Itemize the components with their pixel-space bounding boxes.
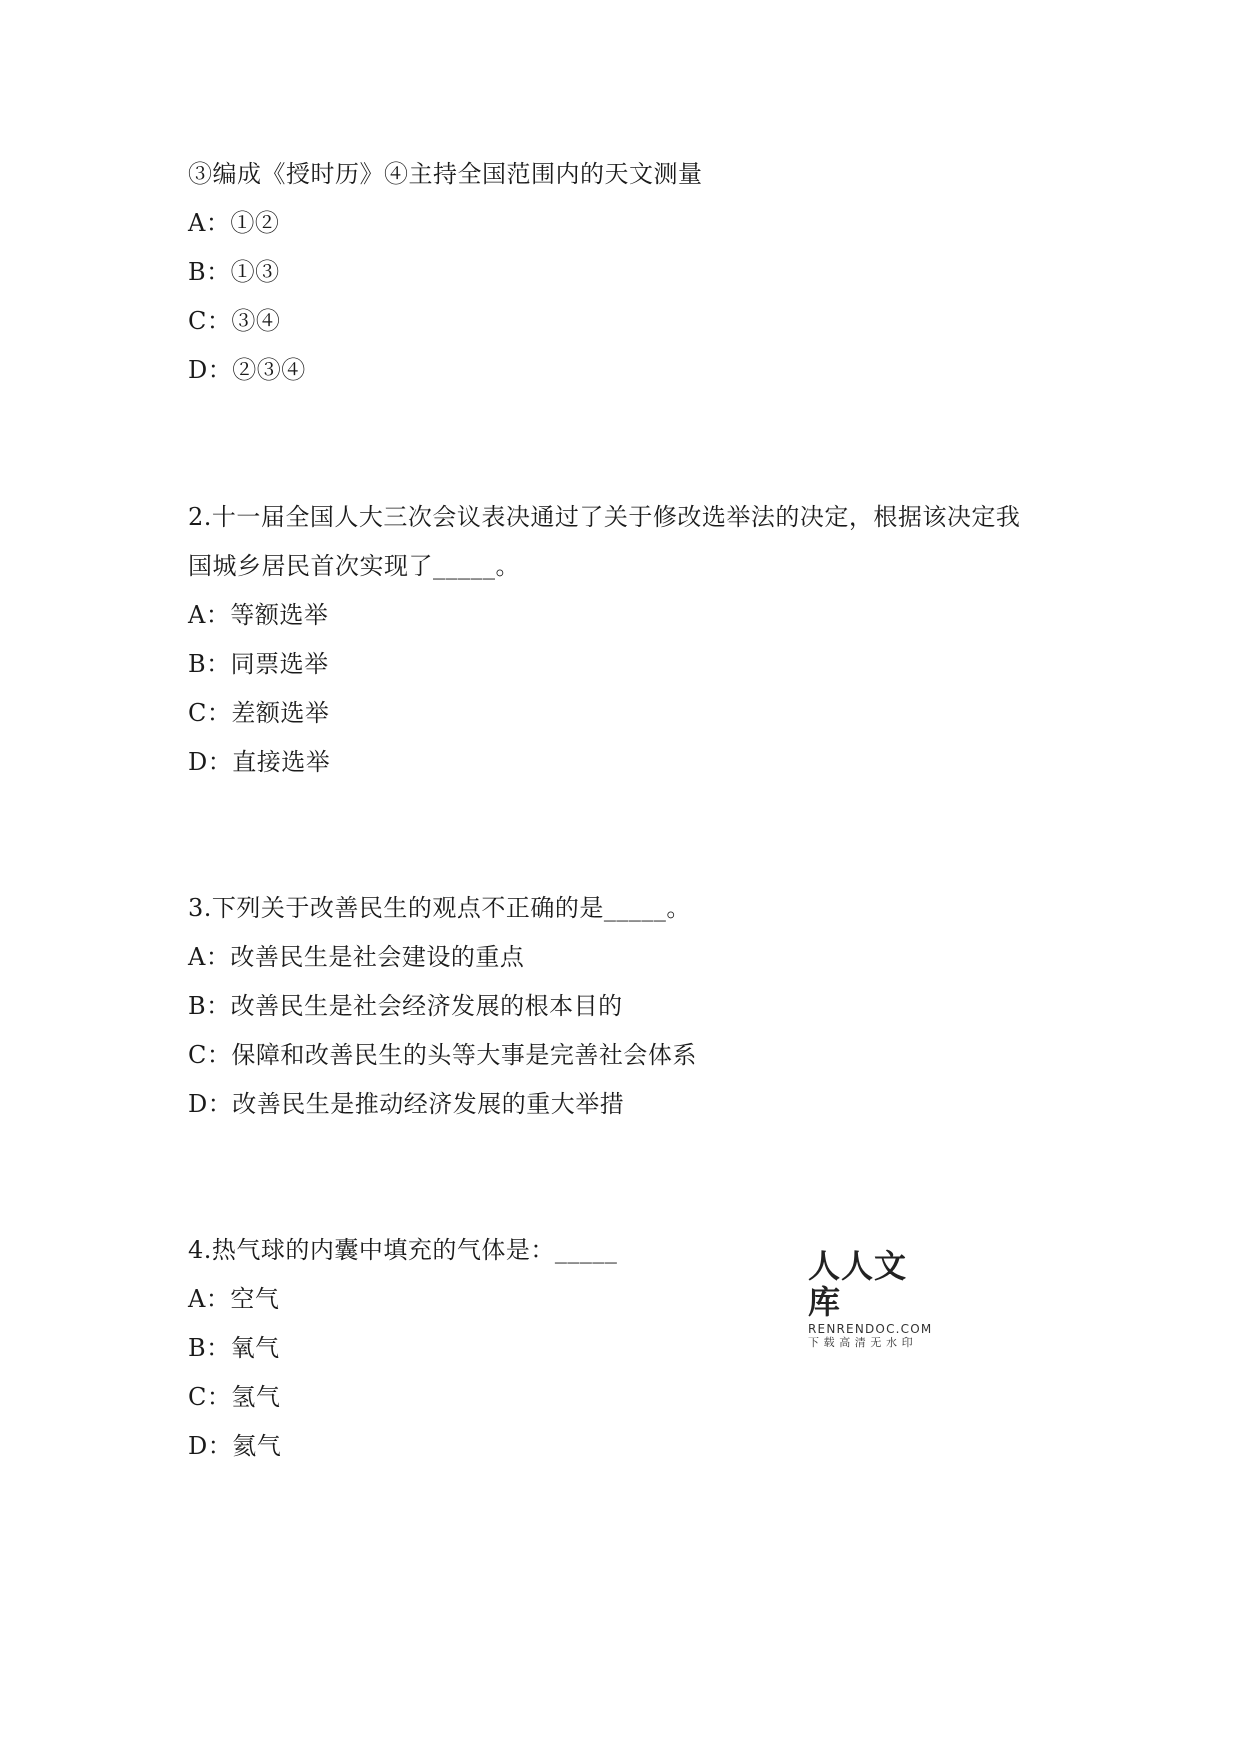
watermark-subtitle: 下载高清无水印 xyxy=(808,1336,918,1349)
question-1-option-b: B：①③ xyxy=(188,258,280,286)
question-3-stem: 3.下列关于改善民生的观点不正确的是_____。 xyxy=(188,894,691,922)
question-1-option-d: D：②③④ xyxy=(188,356,306,384)
question-2-option-a: A：等额选举 xyxy=(188,601,329,629)
watermark-url: RENRENDOC.COM xyxy=(808,1322,933,1336)
question-2-stem-line-1: 2.十一届全国人大三次会议表决通过了关于修改选举法的决定，根据该决定我 xyxy=(188,503,1021,531)
question-1-option-c: C：③④ xyxy=(188,307,281,335)
question-4-option-b: B：氧气 xyxy=(188,1334,280,1362)
question-2-option-d: D：直接选举 xyxy=(188,748,331,776)
question-2-stem-line-2: 国城乡居民首次实现了_____。 xyxy=(188,552,520,580)
question-4-option-d: D：氦气 xyxy=(188,1432,282,1460)
question-3-option-c: C：保障和改善民生的头等大事是完善社会体系 xyxy=(188,1041,697,1069)
question-1-option-a: A：①② xyxy=(188,209,280,237)
question-4-stem: 4.热气球的内囊中填充的气体是：_____ xyxy=(188,1236,618,1264)
renrendoc-watermark xyxy=(808,1248,938,1350)
question-3-option-a: A：改善民生是社会建设的重点 xyxy=(188,943,525,971)
question-1-stem-tail: ③编成《授时历》④主持全国范围内的天文测量 xyxy=(188,160,703,188)
question-4-option-a: A：空气 xyxy=(188,1285,280,1313)
question-3-option-d: D：改善民生是推动经济发展的重大举措 xyxy=(188,1090,625,1118)
question-4-option-c: C：氢气 xyxy=(188,1383,281,1411)
question-2-option-c: C：差额选举 xyxy=(188,699,330,727)
question-2-option-b: B：同票选举 xyxy=(188,650,329,678)
question-3-option-b: B：改善民生是社会经济发展的根本目的 xyxy=(188,992,623,1020)
watermark-title: 人人文库 xyxy=(808,1247,908,1321)
